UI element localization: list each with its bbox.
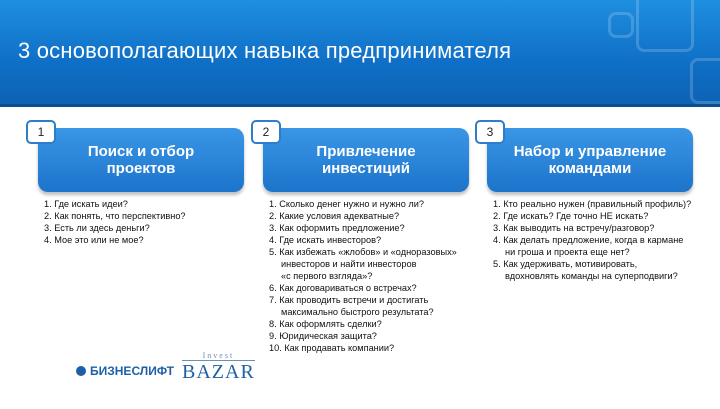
skill-heading-line: Набор и управление <box>513 143 667 160</box>
businesslift-logo <box>76 364 174 378</box>
list-item: 6. Как договариваться о встречах? <box>269 283 417 293</box>
list-item: 9. Юридическая защита? <box>269 331 377 341</box>
invest-bazar-logo <box>182 351 255 383</box>
list-item: 5. Как удерживать, мотивировать, вдохновлять команды на суперподвиги? <box>493 259 678 281</box>
list-item: 4. Как делать предложение, когда в кармане ни гроша и проекта еще нет? <box>493 235 684 257</box>
list-item: 5. Как избежать «жлобов» и «одноразовых» инвесторов и найти инвесторов «с первого взгляда»? <box>269 247 457 281</box>
list-item: 8. Как оформлять сделки? <box>269 319 382 329</box>
skill-heading-line: Поиск и отбор <box>87 143 195 160</box>
question-list <box>493 198 699 282</box>
list-item: 1. Кто реально нужен (правильный профиль)? <box>493 199 692 209</box>
businesslift-logo-text: БИЗНЕСЛИФТ <box>90 364 174 378</box>
list-item: 1. Сколько денег нужно и нужно ли? <box>269 199 424 209</box>
slide-title: 3 основополагающих навыка предпринимателя <box>18 38 512 63</box>
invest-bazar-main: BAZAR <box>182 361 255 383</box>
skill-heading-card <box>263 128 469 192</box>
skill-heading-card <box>38 128 244 192</box>
skill-heading-line: Привлечение <box>316 143 416 160</box>
skill-heading-line: проектов <box>106 160 176 177</box>
invest-bazar-top: Invest <box>202 351 235 360</box>
list-item: 3. Есть ли здесь деньги? <box>44 223 150 233</box>
list-item: 1. Где искать идеи? <box>44 199 128 209</box>
decor-square <box>690 58 720 104</box>
number-badge: 1 <box>26 120 56 144</box>
decor-square <box>636 0 694 52</box>
decor-square <box>608 12 634 38</box>
question-list <box>269 198 475 354</box>
question-list <box>44 198 250 246</box>
skill-heading-line: инвестиций <box>321 160 410 177</box>
logo-mark-icon <box>76 366 86 376</box>
skill-heading-line: командами <box>548 160 632 177</box>
number-badge: 3 <box>475 120 505 144</box>
list-item: 2. Какие условия адекватные? <box>269 211 400 221</box>
list-item: 4. Мое это или не мое? <box>44 235 144 245</box>
slide-header <box>0 0 720 107</box>
list-item: 10. Как продавать компании? <box>269 343 395 353</box>
list-item: 2. Где искать? Где точно НЕ искать? <box>493 211 649 221</box>
list-item: 4. Где искать инвесторов? <box>269 235 382 245</box>
list-item: 3. Как оформить предложение? <box>269 223 405 233</box>
list-item: 3. Как выводить на встречу/разговор? <box>493 223 655 233</box>
skill-heading-card <box>487 128 693 192</box>
list-item: 7. Как проводить встречи и достигать максимально быстрого результата? <box>269 295 434 317</box>
list-item: 2. Как понять, что перспективно? <box>44 211 186 221</box>
number-badge: 2 <box>251 120 281 144</box>
